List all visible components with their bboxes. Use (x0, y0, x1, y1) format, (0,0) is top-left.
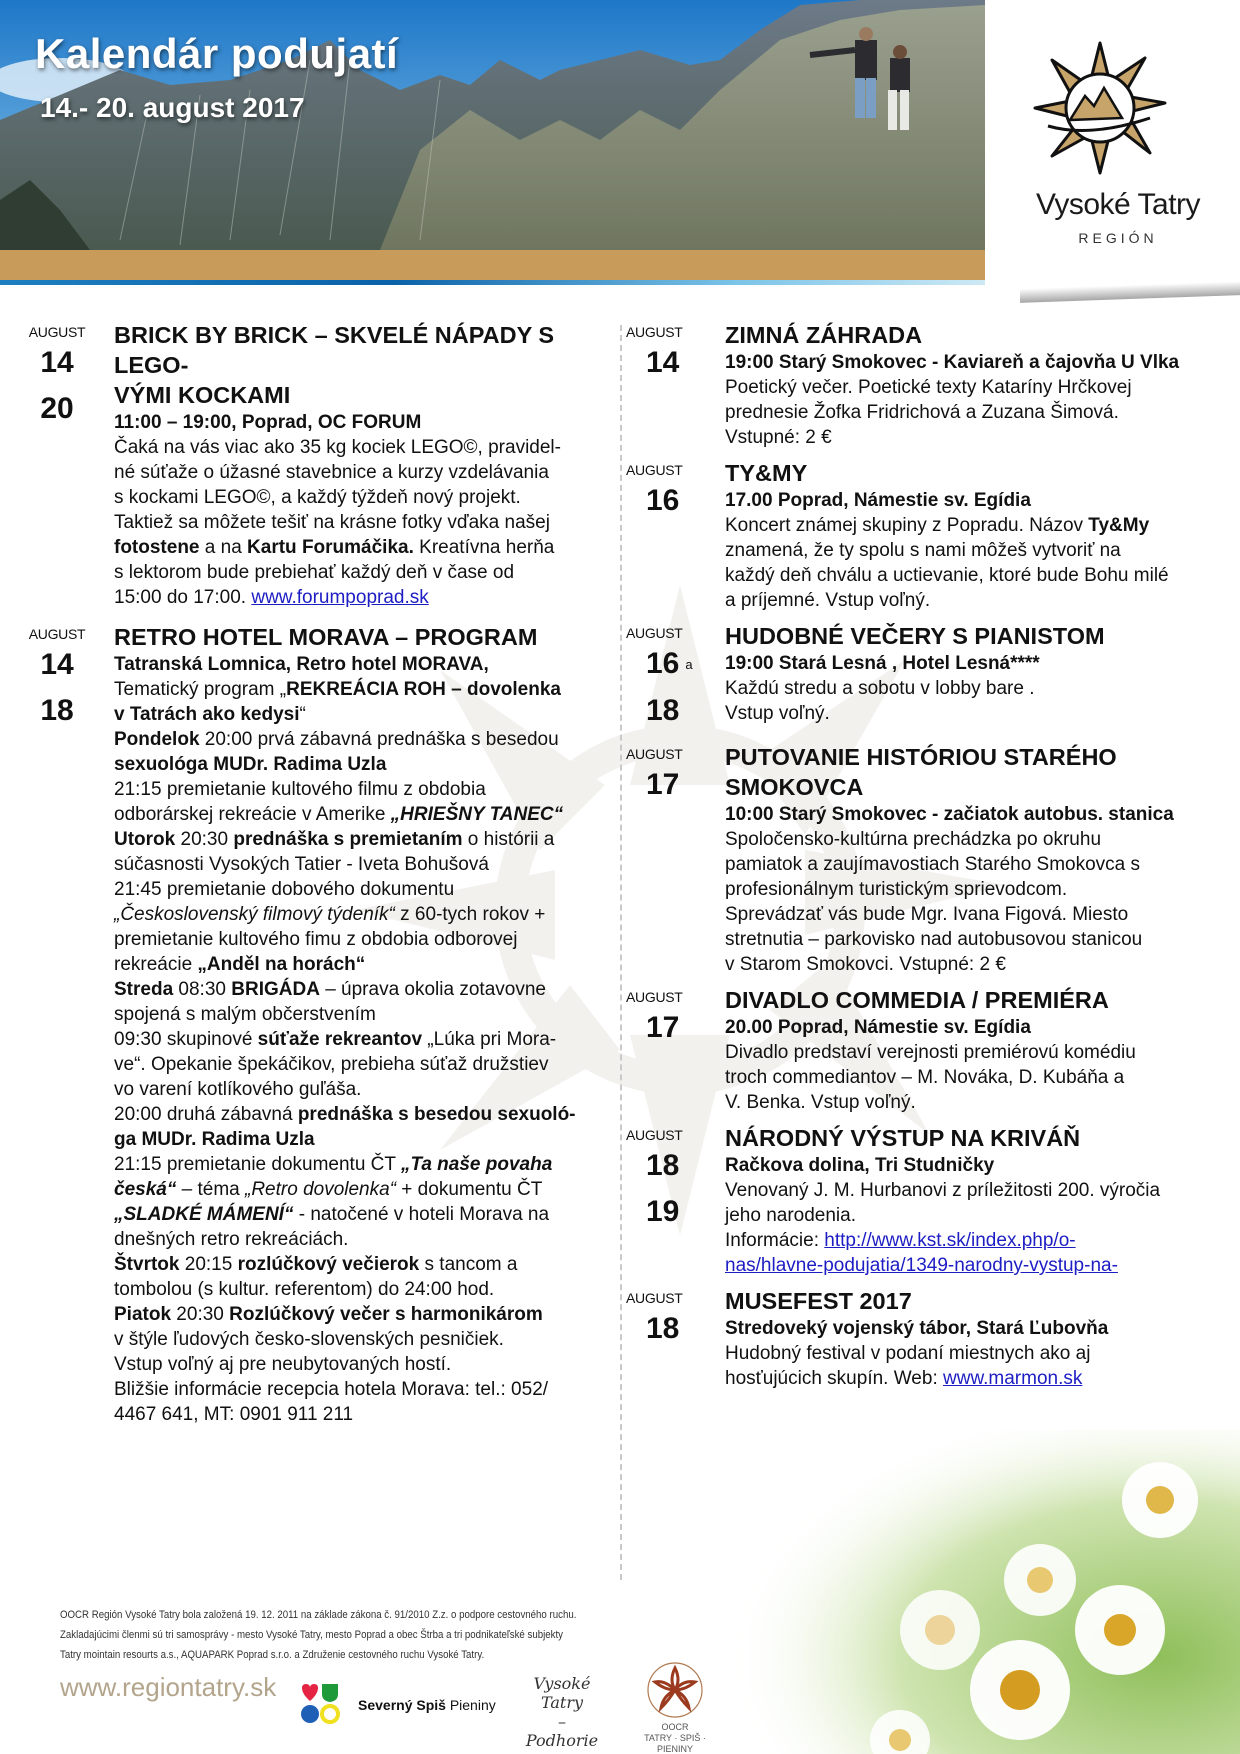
text-line (114, 1152, 598, 1177)
text-line (114, 1177, 598, 1202)
kst-link-continued[interactable]: nas/hlavne-podujatia/1349-narodny-vystup-na- (725, 1255, 1118, 1277)
header-banner (0, 0, 985, 285)
event-date (620, 621, 725, 734)
event-time-place: Tatranská Lomnica, Retro hotel MORAVA, (114, 654, 489, 675)
bold-text: Rozlúčkový večer s harmonikárom (229, 1304, 543, 1325)
bold-text: REKREÁCIA ROH – dovolenka (286, 679, 561, 700)
event-title: HUDOBNÉ VEČERY S PIANISTOM (725, 623, 1105, 649)
bold-text: Utorok (114, 829, 176, 850)
partner-oocr-text (640, 1722, 710, 1754)
footer-note-line: Tatry mointain resourts a.s., AQUAPARK Poprad s.r.o. a Združenie cestovného ruchu Vysoké Tatry. (60, 1649, 485, 1661)
text: odborárskej rekreácie v Amerike (114, 804, 391, 825)
text: rekreácie (114, 954, 198, 975)
event-date (620, 458, 725, 613)
date-day-number: 16 (646, 647, 680, 680)
text-line: Spoločensko-kultúrna prechádzka po okruhu (725, 829, 1102, 851)
text-line: spojená s malým občerstvením (114, 1004, 376, 1025)
event-description (725, 827, 1228, 977)
event-time-place: 17.00 Poprad, Námestie sv. Egídia (725, 490, 1031, 511)
text: 20:00 druhá zábavná (114, 1104, 298, 1125)
bold-text: v Tatrách ako kedysi (114, 704, 300, 725)
daisy-flowers-image (700, 1430, 1240, 1754)
event-body (725, 1123, 1240, 1278)
text-line: v štýle ľudových česko-slovenských pesničiek. (114, 1329, 504, 1350)
text-line: stretnutia – parkovisko nad autobusovou stanicou (725, 929, 1143, 951)
text-line: Vstup voľný aj pre neubytovaných hostí. (114, 1354, 452, 1375)
bold-text: Kartu Forumáčika. (247, 537, 414, 558)
bold-text: Ty&My (1088, 515, 1150, 536)
text-line: pamiatok a zaujímavostiach Starého Smokovca s (725, 854, 1141, 876)
text-line (725, 1253, 1228, 1278)
event-title: MUSEFEST 2017 (725, 1288, 912, 1315)
event-time-place: 20.00 Poprad, Námestie sv. Egídia (725, 1017, 1031, 1039)
text: 20:30 (175, 829, 234, 850)
text: a na (199, 537, 248, 558)
text-line: každý deň chválu a uctievanie, ktoré bude Bohu milé (725, 565, 1169, 586)
italic-text: „Retro dovolenka“ (245, 1179, 397, 1200)
partner-vysoke-tatry-podhorie (522, 1674, 602, 1750)
event-description (725, 676, 1228, 726)
event-title-line: BRICK BY BRICK – SKVELÉ NÁPADY S LEGO- (114, 322, 555, 378)
event-description (725, 1341, 1228, 1391)
date-month: AUGUST (28, 626, 86, 642)
text: 20:00 prvá zábavná prednáška s besedou (199, 729, 559, 750)
date-day-start: 14 (40, 648, 74, 681)
event-title (725, 742, 1228, 802)
text: 15:00 do 17:00. (114, 587, 252, 608)
date-day: 14 (646, 346, 680, 379)
partner-name-line: Vysoké Tatry (533, 1674, 591, 1712)
event-body (725, 985, 1240, 1115)
text-line (725, 1366, 1228, 1391)
event-zimna-zahrada (620, 320, 1240, 450)
bold-text: BRIGÁDA (231, 979, 320, 1000)
bold-text: ga MUDr. Radima Uzla (114, 1129, 315, 1150)
text-line: Každú stredu a sobotu v lobby bare . (725, 678, 1035, 699)
text-line (114, 702, 598, 727)
text-line (114, 535, 598, 560)
event-time-place: 10:00 Starý Smokovec - začiatok autobus. stanica (725, 804, 1174, 826)
text-line (114, 827, 598, 852)
marmon-link[interactable]: www.marmon.sk (943, 1368, 1083, 1390)
text: z 60-tych rokov + (394, 904, 546, 925)
text: “ (299, 704, 306, 725)
text: 20:30 (171, 1304, 230, 1325)
text-line (114, 1127, 598, 1152)
text-line (114, 802, 598, 827)
text-line: dnešných retro rekreáciách. (114, 1229, 349, 1250)
text: 09:30 skupinové (114, 1029, 258, 1050)
date-day-start: 14 (40, 346, 74, 379)
date-month: AUGUST (626, 462, 683, 478)
text-line (114, 902, 598, 927)
date-day-end: 18 (40, 694, 74, 727)
event-body (725, 621, 1240, 734)
text-line: Vstup voľný. (725, 703, 830, 724)
text: 20:15 (179, 1254, 238, 1275)
event-brick-by-brick (0, 320, 610, 610)
text-line: premietanie kultového fimu z obdobia odborovej (114, 929, 518, 950)
text-line: Vstupné: 2 € (725, 427, 832, 448)
bold-text: sexuológa MUDr. Radima Uzla (114, 754, 387, 775)
event-date (620, 742, 725, 977)
event-title-line: VÝMI KOCKAMI (114, 382, 291, 408)
text: – úprava okolia zotavovne (319, 979, 546, 1000)
event-title (114, 320, 598, 410)
bold-italic-text: česká“ (114, 1179, 177, 1200)
text-line (114, 585, 598, 610)
logo-region: REGIÓN (1078, 230, 1158, 246)
date-day: 17 (646, 1011, 680, 1045)
date-day-end: 18 (646, 694, 680, 728)
bold-text: Pondelok (114, 729, 200, 750)
text-line: Čaká na vás viac ako 35 kg kociek LEGO©, pravidel- (114, 437, 561, 458)
partner-severny-spis (358, 1697, 496, 1713)
text-line: Bližšie informácie recepcia hotela Morava: tel.: 052/ (114, 1379, 549, 1400)
text-line (114, 1027, 598, 1052)
text-line (114, 1202, 598, 1227)
italic-text: „Československý filmový týdeník“ (114, 904, 395, 925)
text-line (114, 952, 598, 977)
info-label: Informácie: (725, 1230, 825, 1252)
partner-name-line: – Podhorie (525, 1712, 599, 1750)
text-line (114, 977, 598, 1002)
date-month: AUGUST (626, 989, 683, 1006)
text: 08:30 (173, 979, 232, 1000)
text: s tancom a (419, 1254, 518, 1275)
text: 21:15 premietanie dokumentu ČT (114, 1154, 401, 1175)
event-time-place: 11:00 – 19:00, Poprad, OC FORUM (114, 412, 422, 433)
event-title-line: SMOKOVCA (725, 774, 864, 801)
text-line (114, 752, 598, 777)
text-line: Hudobný festival v podaní miestnych ako aj (725, 1343, 1091, 1365)
event-description (725, 1178, 1228, 1278)
text: Kreatívna herňa (413, 537, 555, 558)
footer-note-line: OOCR Región Vysoké Tatry bola založená 19. 12. 2011 na základe zákona č. 91/2010 Z.z. o podpore cestovného ruchu. (60, 1609, 577, 1621)
text: „Lúka pri Mora- (422, 1029, 557, 1050)
region-website[interactable]: www.regiontatry.sk (60, 1672, 277, 1702)
event-date (620, 985, 725, 1115)
bold-text: prednáška s premietaním (233, 829, 463, 850)
event-putovanie-historiou (620, 742, 1240, 977)
text: hosťujúcich skupín. Web: (725, 1368, 943, 1390)
event-date (620, 1123, 725, 1278)
bold-text: Štvrtok (114, 1254, 180, 1275)
text-line (114, 677, 598, 702)
logo-name: Vysoké Tatry (1035, 188, 1201, 221)
event-time-place: Račkova dolina, Tri Studničky (725, 1155, 995, 1177)
text-line: ve“. Opekanie špekáčikov, prebieha súťaž družstiev (114, 1054, 549, 1075)
event-retro-hotel-morava (0, 622, 610, 1427)
text: Tematický program „ (114, 679, 287, 700)
bold-text: Streda (114, 979, 174, 1000)
event-title: TY&MY (725, 460, 808, 486)
partner-name-bold: Severný Spiš (358, 1697, 446, 1713)
text-line (114, 1102, 598, 1127)
text: o histórii a (462, 829, 555, 850)
event-body (725, 320, 1240, 450)
text-line (114, 1252, 598, 1277)
sun-mountain-logo-icon (1030, 38, 1170, 178)
text-line: a príjemné. Vstup voľný. (725, 590, 931, 611)
event-time-place: Stredoveký vojenský tábor, Stará Ľubovňa (725, 1318, 1109, 1340)
text: Koncert známej skupiny z Popradu. Názov (725, 515, 1089, 536)
severny-spis-logo-icon (300, 1684, 340, 1724)
event-description (114, 435, 598, 610)
text-line: V. Benka. Vstup voľný. (725, 1092, 916, 1114)
date-month: AUGUST (626, 1290, 683, 1307)
date-day: 17 (646, 768, 680, 802)
text-line: prednesie Žofka Fridrichová a Zuzana Šimová. (725, 402, 1119, 423)
event-hudobne-vecery (620, 621, 1240, 734)
event-title: RETRO HOTEL MORAVA – PROGRAM (114, 624, 538, 650)
event-body (725, 1286, 1240, 1391)
bold-text: súťaže rekreantov (257, 1029, 423, 1050)
text-line: s kockami LEGO©, a každý týždeň nový projekt. (114, 487, 521, 508)
partner-oocr-name: TATRY · SPIŠ · PIENINY (644, 1733, 706, 1754)
bold-text: rozlúčkový večierok (237, 1254, 420, 1275)
text-line: jeho narodenia. (725, 1205, 856, 1227)
footer-note-line: Zakladajúcimi členmi sú tri samosprávy - mesto Vysoké Tatry, mesto Poprad a obec Štrba a tri podnikateľské subjekty (60, 1629, 563, 1641)
bold-italic-text: „SLADKÉ MÁMENÍ“ (114, 1204, 294, 1225)
text-line: 21:45 premietanie dobového dokumentu (114, 879, 455, 900)
event-body (725, 458, 1240, 613)
event-title: DIVADLO COMMEDIA / PREMIÉRA (725, 987, 1109, 1014)
partner-oocr-small: OOCR (661, 1722, 689, 1732)
text-line: tombolou (s kultur. referentom) do 24:00 hod. (114, 1279, 495, 1300)
page-title: Kalendár podujatí (35, 30, 399, 77)
event-divadlo-commedia (620, 985, 1240, 1115)
event-description (114, 677, 598, 1427)
date-conjunction: a (685, 657, 693, 673)
bold-text: fotostene (114, 537, 200, 558)
event-body (114, 622, 610, 1427)
event-body (725, 742, 1240, 977)
event-body (114, 320, 610, 610)
right-column (620, 320, 1240, 1391)
text-line: s lektorom bude prebiehať každý deň v čase od (114, 562, 515, 583)
bold-text: Piatok (114, 1304, 172, 1325)
text-line: súčasnosti Vysokých Tatier - Iveta Bohušová (114, 854, 489, 875)
date-day-end: 19 (646, 1195, 680, 1229)
text: - natočené v hoteli Morava na (293, 1204, 550, 1225)
event-time-place: 19:00 Stará Lesná , Hotel Lesná**** (725, 653, 1040, 674)
text-line: Taktiež sa môžete tešiť na krásne fotky vďaka našej (114, 512, 550, 533)
date-day: 18 (646, 1312, 680, 1346)
event-ty-my (620, 458, 1240, 613)
event-time-place: 19:00 Starý Smokovec - Kaviareň a čajovňa U Vlka (725, 352, 1180, 373)
event-description (725, 375, 1228, 450)
text-line (114, 727, 598, 752)
event-description (725, 1040, 1228, 1115)
event-date (0, 622, 114, 1427)
text-line (725, 513, 1228, 538)
text-line: Sprevádzať vás bude Mgr. Ivana Figová. Miesto (725, 904, 1129, 926)
text-line (114, 1302, 598, 1327)
date-month: AUGUST (626, 1127, 683, 1144)
event-title: NÁRODNÝ VÝSTUP NA KRIVÁŇ (725, 1125, 1081, 1152)
text-line (725, 1228, 1228, 1253)
date-month: AUGUST (626, 324, 683, 340)
event-title-line: PUTOVANIE HISTÓRIOU STARÉHO (725, 744, 1117, 771)
bold-text: prednáška s besedou sexuoló- (297, 1104, 576, 1125)
text-line: Poetický večer. Poetické texty Kataríny Hrčkovej (725, 377, 1132, 398)
date-range: 14.- 20. august 2017 (40, 92, 305, 123)
date-day-start: 18 (646, 1149, 680, 1183)
date-month: AUGUST (28, 324, 86, 340)
text-line: né súťaže o úžasné stavebnice a kurzy vzdelávania (114, 462, 549, 483)
text: + dokumentu ČT (396, 1179, 543, 1200)
event-title: ZIMNÁ ZÁHRADA (725, 322, 923, 348)
bold-italic-text: „Ta naše povaha (400, 1154, 553, 1175)
text-line: Divadlo predstaví verejnosti premiérovú komédiu (725, 1042, 1136, 1064)
date-month: AUGUST (626, 625, 683, 641)
event-narodny-vystup (620, 1123, 1240, 1278)
partner-name-light: Pieniny (445, 1697, 496, 1713)
text-line: v Starom Smokovci. Vstupné: 2 € (725, 954, 1006, 976)
date-day-end: 20 (40, 392, 74, 425)
bold-text: „Anděl na horách“ (197, 954, 366, 975)
event-description (725, 513, 1228, 613)
footer-note (60, 1605, 702, 1665)
date-day: 16 (646, 484, 680, 517)
event-date (0, 320, 114, 610)
bold-italic-text: „HRIEŠNY TANEC“ (390, 804, 564, 825)
text-line: profesionálnym turistickým sprievodcom. (725, 879, 1068, 901)
text-line: troch commediantov – M. Nováka, D. Kubáňa a (725, 1067, 1125, 1089)
text-line: 4467 641, MT: 0901 911 211 (114, 1404, 354, 1425)
blue-band (0, 280, 985, 285)
left-column (0, 320, 610, 1427)
kst-link[interactable]: http://www.kst.sk/index.php/o- (824, 1230, 1076, 1252)
text-line: Venovaný J. M. Hurbanovi z príležitosti 200. výročia (725, 1180, 1161, 1202)
date-day-start (626, 641, 725, 688)
text-line: znamená, že ty spolu s nami môžeš vytvoriť na (725, 540, 1121, 561)
event-date (620, 1286, 725, 1391)
date-month: AUGUST (626, 746, 683, 763)
forumpoprad-link[interactable]: www.forumpoprad.sk (251, 587, 429, 608)
gold-band (0, 250, 985, 280)
event-musefest (620, 1286, 1240, 1391)
event-date (620, 320, 725, 450)
text-line: 21:15 premietanie kultového filmu z obdobia (114, 779, 486, 800)
text-line: vo varení kotlíkového guľáša. (114, 1079, 362, 1100)
text: – téma (176, 1179, 245, 1200)
